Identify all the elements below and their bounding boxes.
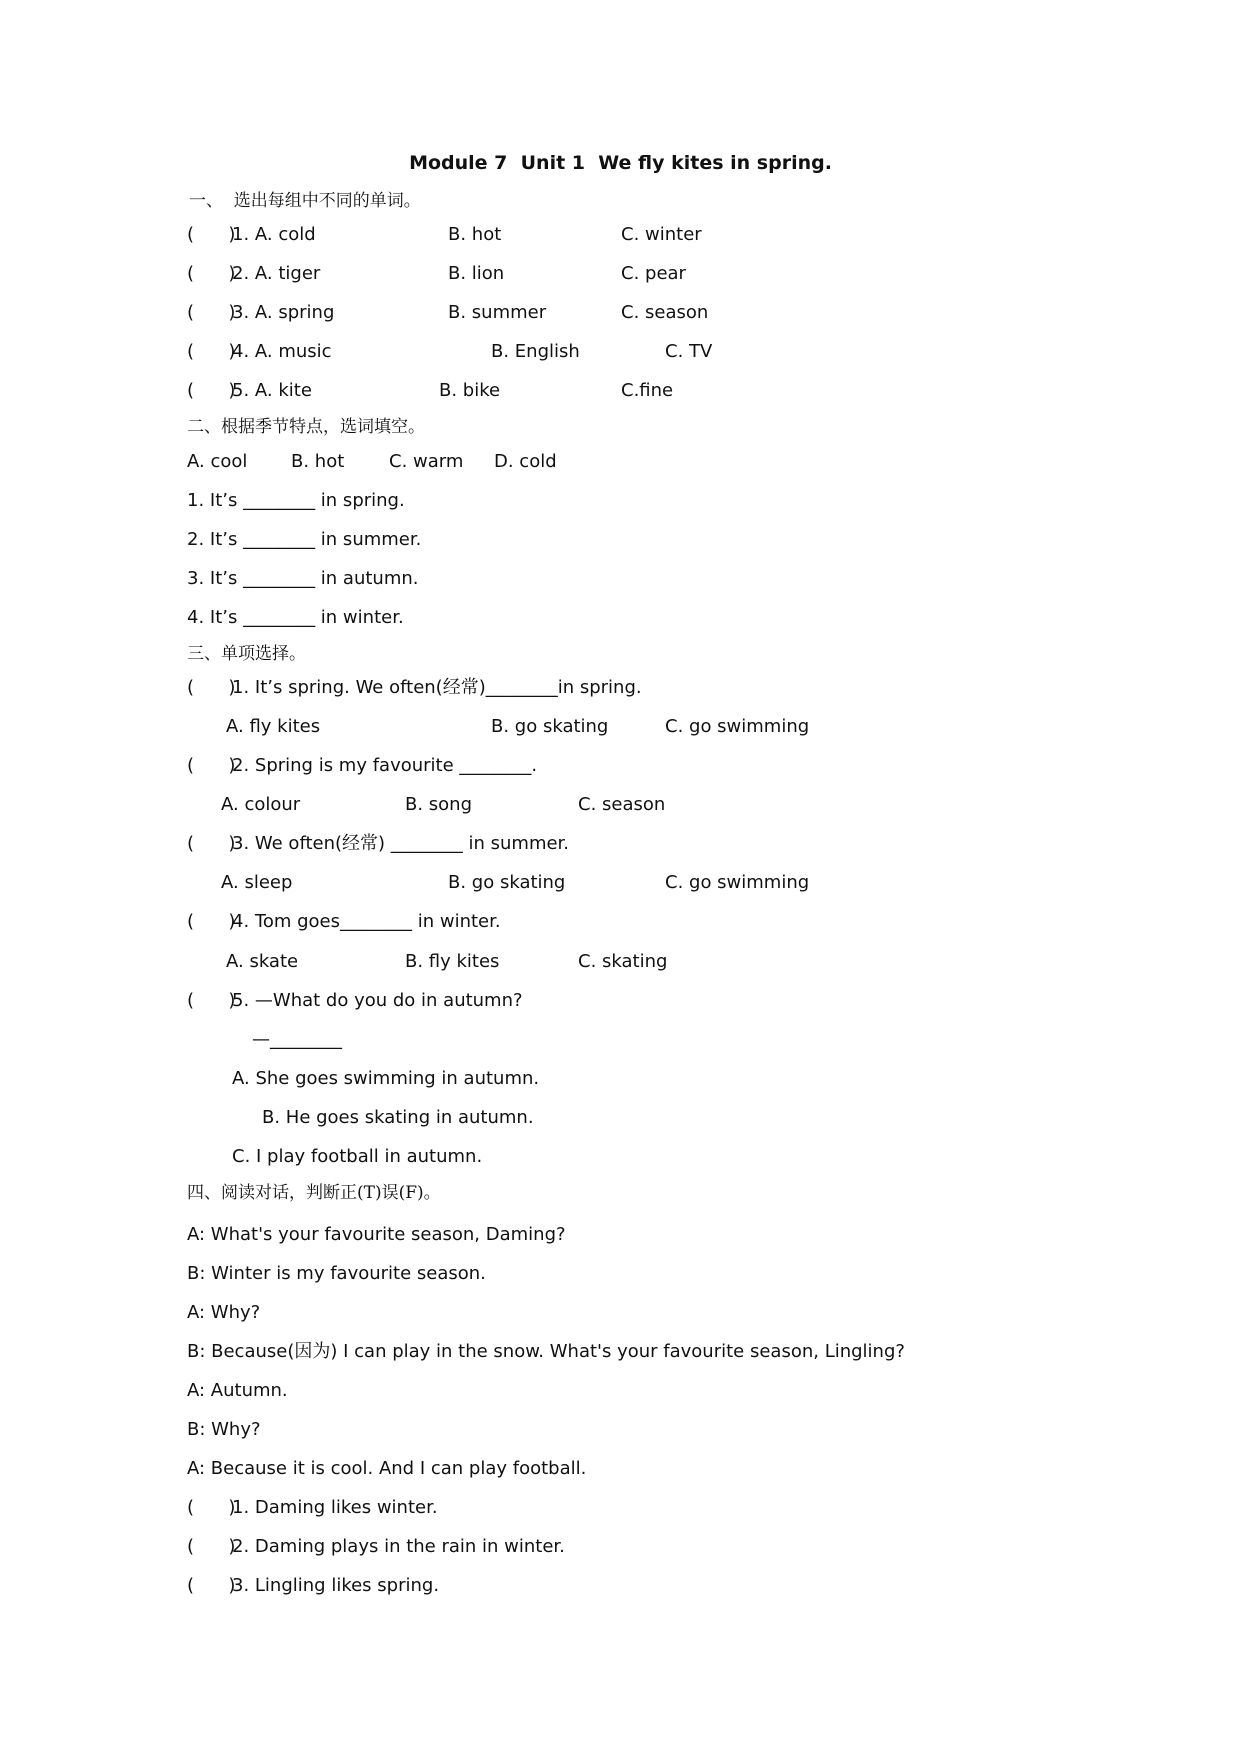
dialogue-line: A: Because it is cool. And I can play football. (187, 1458, 587, 1479)
answer-paren: ( ) (187, 341, 236, 362)
option-a: A. sleep (221, 872, 293, 893)
section-4-heading: 四、阅读对话，判断正(T)误(F)。 (187, 1183, 441, 1203)
dialogue-line: A: Autumn. (187, 1380, 288, 1401)
s1-item-2 (0, 261, 1241, 287)
question-text: 2. Spring is my favourite ________. (232, 755, 538, 776)
answer-paren: ( ) (187, 1575, 236, 1596)
page-title: Module 7 Unit 1 We fly kites in spring. (409, 152, 832, 174)
option-a: 3. A. spring (232, 302, 335, 323)
option-b: B. lion (448, 263, 505, 284)
answer-paren: ( ) (187, 911, 236, 932)
option-a: 2. A. tiger (232, 263, 321, 284)
option-b: B. English (491, 341, 580, 362)
s3-q5-option-a: A. She goes swimming in autumn. (232, 1068, 540, 1089)
section-1-heading: 一、 选出每组中不同的单词。 (189, 191, 421, 211)
s4-item-1 (0, 1495, 1241, 1521)
dialogue-line: A: Why? (187, 1302, 261, 1323)
option-c: C. pear (621, 263, 686, 284)
statement-text: 3. Lingling likes spring. (232, 1575, 440, 1596)
option-c: C. go swimming (665, 716, 810, 737)
option-c: C. winter (621, 224, 702, 245)
dialogue-line: B: Why? (187, 1419, 261, 1440)
word-option: D. cold (494, 451, 557, 472)
s3-q1-options (0, 714, 1241, 740)
s2-item-4: 4. It’s ________ in winter. (187, 607, 404, 628)
s1-item-1 (0, 222, 1241, 248)
s4-item-2 (0, 1534, 1241, 1560)
s2-item-3: 3. It’s ________ in autumn. (187, 568, 419, 589)
answer-paren: ( ) (187, 1497, 236, 1518)
answer-paren: ( ) (187, 990, 236, 1011)
s1-item-4 (0, 339, 1241, 365)
s3-question-2 (0, 753, 1241, 779)
s1-item-3 (0, 300, 1241, 326)
option-c: C. skating (578, 951, 668, 972)
option-a: A. fly kites (226, 716, 321, 737)
question-text: 1. It’s spring. We often(经常)________in spring. (232, 677, 642, 698)
option-b: B. summer (448, 302, 547, 323)
answer-paren: ( ) (187, 677, 236, 698)
question-text: 5. —What do you do in autumn? (232, 990, 523, 1011)
section-2-heading: 二、根据季节特点，选词填空。 (187, 417, 425, 437)
s3-question-3 (0, 831, 1241, 857)
option-c: C. go swimming (665, 872, 810, 893)
answer-paren: ( ) (187, 833, 236, 854)
s2-item-2: 2. It’s ________ in summer. (187, 529, 422, 550)
s4-item-3 (0, 1573, 1241, 1599)
s1-item-5 (0, 378, 1241, 404)
option-a: 4. A. music (232, 341, 332, 362)
s2-word-bank (0, 449, 1241, 475)
word-option: B. hot (291, 451, 345, 472)
option-c: C.fine (621, 380, 674, 401)
statement-text: 1. Daming likes winter. (232, 1497, 438, 1518)
s2-item-1: 1. It’s ________ in spring. (187, 490, 405, 511)
answer-paren: ( ) (187, 263, 236, 284)
s3-q5-answer-line: —________ (252, 1029, 342, 1050)
option-c: C. TV (665, 341, 713, 362)
s3-q3-options (0, 870, 1241, 896)
s3-q2-options (0, 792, 1241, 818)
option-b: B. song (405, 794, 473, 815)
dialogue-line: B: Winter is my favourite season. (187, 1263, 486, 1284)
option-a: A. colour (221, 794, 301, 815)
s3-q4-options (0, 949, 1241, 975)
option-b: B. fly kites (405, 951, 500, 972)
word-option: A. cool (187, 451, 248, 472)
question-text: 4. Tom goes________ in winter. (232, 911, 501, 932)
question-text: 3. We often(经常) ________ in summer. (232, 833, 570, 854)
answer-paren: ( ) (187, 1536, 236, 1557)
option-a: 5. A. kite (232, 380, 312, 401)
s3-question-5 (0, 988, 1241, 1014)
s3-question-4 (0, 909, 1241, 935)
option-b: B. go skating (448, 872, 566, 893)
s3-question-1 (0, 675, 1241, 701)
answer-paren: ( ) (187, 302, 236, 323)
statement-text: 2. Daming plays in the rain in winter. (232, 1536, 565, 1557)
dialogue-line: A: What's your favourite season, Daming? (187, 1224, 566, 1245)
s3-q5-option-c: C. I play football in autumn. (232, 1146, 483, 1167)
answer-paren: ( ) (187, 380, 236, 401)
option-b: B. go skating (491, 716, 609, 737)
answer-paren: ( ) (187, 755, 236, 776)
word-option: C. warm (389, 451, 464, 472)
option-c: C. season (578, 794, 666, 815)
option-b: B. bike (439, 380, 501, 401)
option-a: 1. A. cold (232, 224, 316, 245)
answer-paren: ( ) (187, 224, 236, 245)
dialogue-line: B: Because(因为) I can play in the snow. What's your favourite season, Lingling? (187, 1341, 905, 1362)
option-b: B. hot (448, 224, 502, 245)
section-3-heading: 三、单项选择。 (187, 644, 306, 664)
option-a: A. skate (226, 951, 299, 972)
option-c: C. season (621, 302, 709, 323)
s3-q5-option-b: B. He goes skating in autumn. (262, 1107, 534, 1128)
